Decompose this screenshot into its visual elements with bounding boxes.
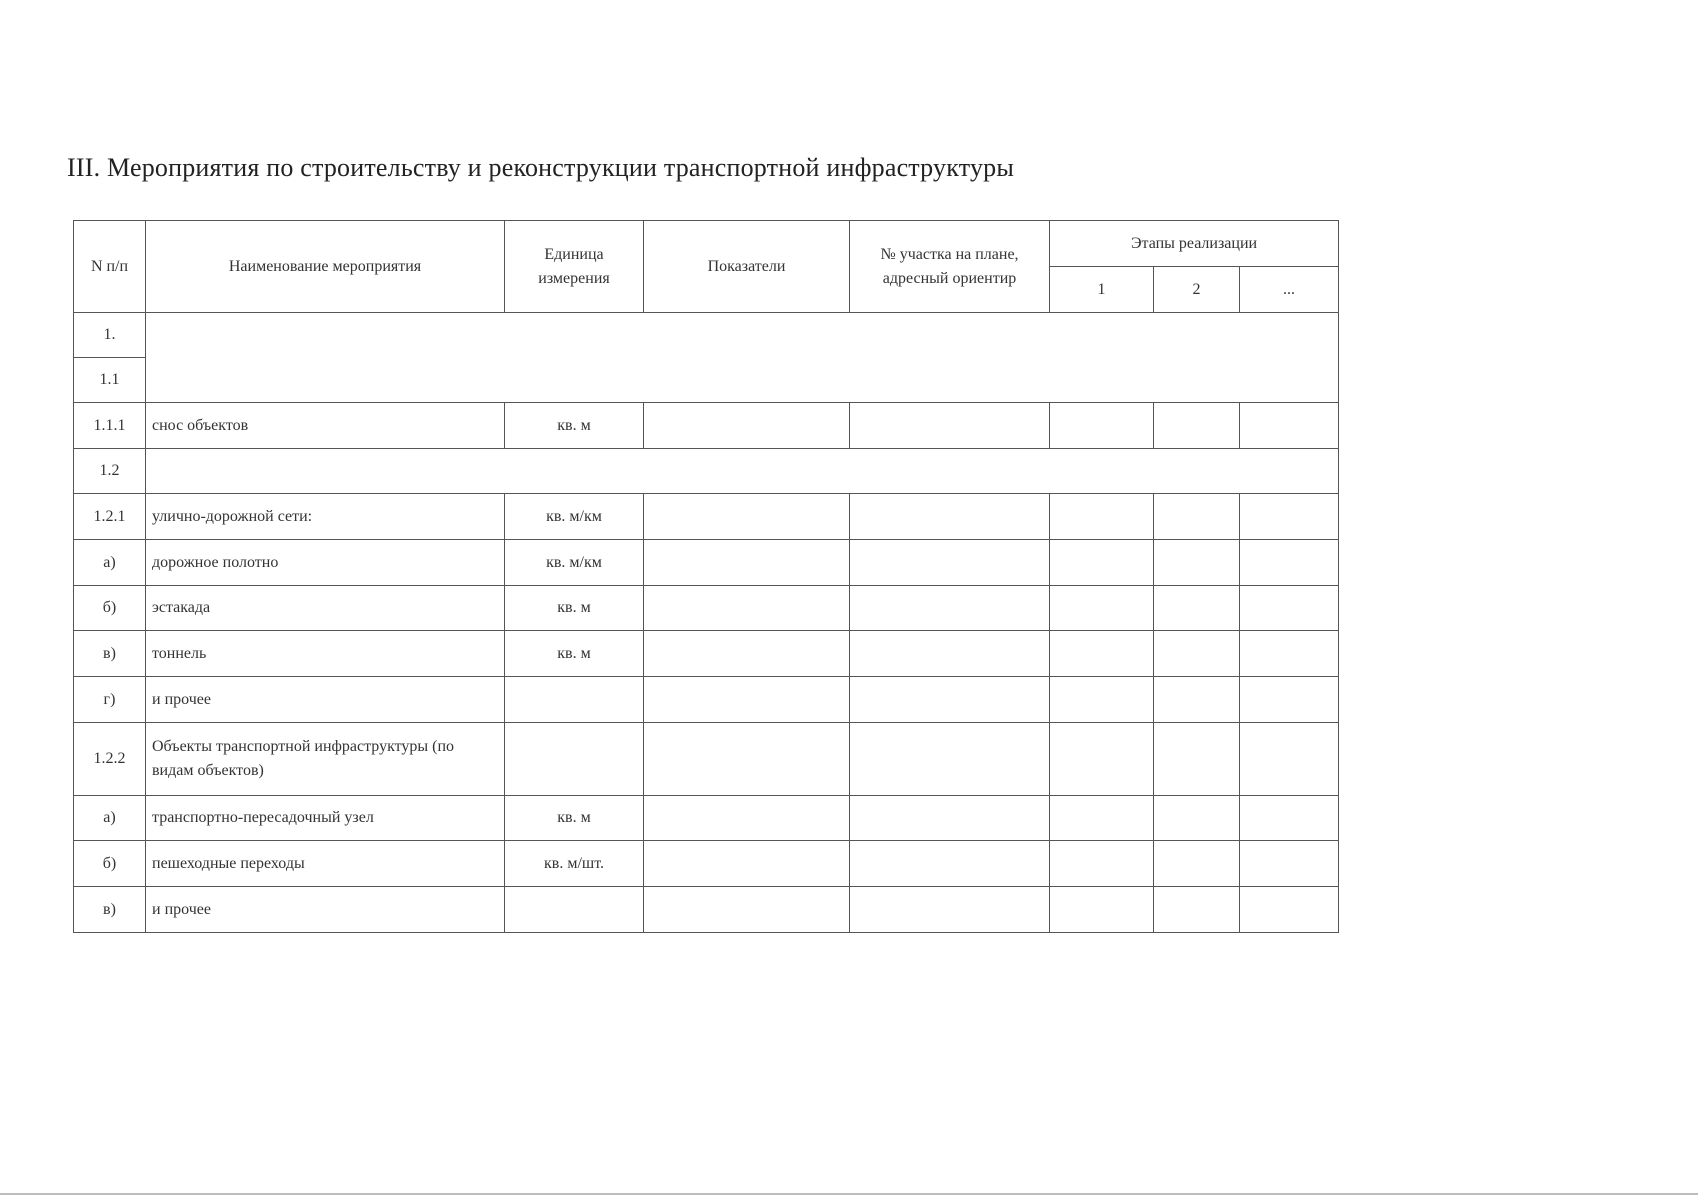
row-name: улично-дорожной сети: bbox=[146, 494, 505, 540]
row-name: дорожное полотно bbox=[146, 540, 505, 586]
row-indicators-cell bbox=[644, 841, 850, 887]
row-name: тоннель bbox=[146, 631, 505, 677]
row-stage-2-cell bbox=[1154, 796, 1240, 841]
header-stage-2: 2 bbox=[1154, 267, 1240, 313]
row-indicators-cell bbox=[644, 494, 850, 540]
row-num: б) bbox=[74, 586, 146, 631]
table-row bbox=[74, 586, 1339, 631]
row-stage-1-cell bbox=[1050, 540, 1154, 586]
row-plot-cell bbox=[850, 677, 1050, 723]
row-name: и прочее bbox=[146, 677, 505, 723]
header-unit: Единица измерения bbox=[505, 221, 644, 313]
row-num: 1.2.2 bbox=[74, 723, 146, 796]
header-name: Наименование мероприятия bbox=[146, 221, 505, 313]
section-span-cell bbox=[146, 358, 1339, 403]
table-row bbox=[74, 313, 1339, 358]
row-unit: кв. м bbox=[505, 631, 644, 677]
page-title: III. Мероприятия по строительству и реконструкции транспортной инфраструктуры bbox=[67, 153, 1015, 182]
section-span-cell bbox=[146, 313, 1339, 358]
row-num: б) bbox=[74, 841, 146, 887]
row-plot-cell bbox=[850, 403, 1050, 449]
header-num: N п/п bbox=[74, 221, 146, 313]
table-row bbox=[74, 403, 1339, 449]
row-stage-2-cell bbox=[1154, 841, 1240, 887]
row-name: эстакада bbox=[146, 586, 505, 631]
row-num: а) bbox=[74, 540, 146, 586]
row-stage-1-cell bbox=[1050, 631, 1154, 677]
table-row bbox=[74, 841, 1339, 887]
row-stage-more-cell bbox=[1240, 586, 1339, 631]
row-unit: кв. м/шт. bbox=[505, 841, 644, 887]
header-indicators: Показатели bbox=[644, 221, 850, 313]
table-row bbox=[74, 358, 1339, 403]
row-stage-1-cell bbox=[1050, 677, 1154, 723]
row-stage-2-cell bbox=[1154, 403, 1240, 449]
row-unit: кв. м bbox=[505, 403, 644, 449]
table-row bbox=[74, 540, 1339, 586]
row-num: а) bbox=[74, 796, 146, 841]
row-stage-1-cell bbox=[1050, 796, 1154, 841]
row-unit bbox=[505, 887, 644, 933]
row-stage-2-cell bbox=[1154, 677, 1240, 723]
table-row bbox=[74, 723, 1339, 796]
section-span-cell bbox=[146, 449, 1339, 494]
row-plot-cell bbox=[850, 887, 1050, 933]
row-stage-2-cell bbox=[1154, 494, 1240, 540]
row-num: 1.2.1 bbox=[74, 494, 146, 540]
row-stage-more-cell bbox=[1240, 677, 1339, 723]
row-unit: кв. м bbox=[505, 796, 644, 841]
row-stage-1-cell bbox=[1050, 723, 1154, 796]
row-name: пешеходные переходы bbox=[146, 841, 505, 887]
row-stage-more-cell bbox=[1240, 631, 1339, 677]
table-row bbox=[74, 449, 1339, 494]
row-stage-1-cell bbox=[1050, 841, 1154, 887]
row-plot-cell bbox=[850, 540, 1050, 586]
row-name: транспортно-пересадочный узел bbox=[146, 796, 505, 841]
row-name: и прочее bbox=[146, 887, 505, 933]
row-indicators-cell bbox=[644, 796, 850, 841]
row-stage-more-cell bbox=[1240, 540, 1339, 586]
row-unit bbox=[505, 677, 644, 723]
row-plot-cell bbox=[850, 841, 1050, 887]
row-stage-more-cell bbox=[1240, 403, 1339, 449]
row-plot-cell bbox=[850, 796, 1050, 841]
row-stage-1-cell bbox=[1050, 887, 1154, 933]
row-name: Объекты транспортной инфраструктуры (по видам объектов) bbox=[146, 723, 505, 796]
row-stage-2-cell bbox=[1154, 586, 1240, 631]
row-name: снос объектов bbox=[146, 403, 505, 449]
row-unit bbox=[505, 723, 644, 796]
row-indicators-cell bbox=[644, 887, 850, 933]
row-num: 1.1 bbox=[74, 358, 146, 403]
header-stage-more: ... bbox=[1240, 267, 1339, 313]
row-num: 1.2 bbox=[74, 449, 146, 494]
row-plot-cell bbox=[850, 723, 1050, 796]
table-row bbox=[74, 631, 1339, 677]
row-num: г) bbox=[74, 677, 146, 723]
row-num: в) bbox=[74, 631, 146, 677]
header-stages: Этапы реализации bbox=[1050, 221, 1339, 267]
table-row bbox=[74, 796, 1339, 841]
row-unit: кв. м bbox=[505, 586, 644, 631]
row-num: в) bbox=[74, 887, 146, 933]
row-indicators-cell bbox=[644, 631, 850, 677]
table-row bbox=[74, 887, 1339, 933]
page-bottom-edge bbox=[0, 1193, 1698, 1195]
row-plot-cell bbox=[850, 586, 1050, 631]
table-row bbox=[74, 677, 1339, 723]
row-stage-2-cell bbox=[1154, 723, 1240, 796]
table-row bbox=[74, 494, 1339, 540]
row-num: 1. bbox=[74, 313, 146, 358]
row-stage-more-cell bbox=[1240, 887, 1339, 933]
row-stage-more-cell bbox=[1240, 841, 1339, 887]
table-header bbox=[74, 221, 1339, 313]
row-stage-2-cell bbox=[1154, 887, 1240, 933]
row-stage-more-cell bbox=[1240, 796, 1339, 841]
row-stage-2-cell bbox=[1154, 631, 1240, 677]
row-indicators-cell bbox=[644, 723, 850, 796]
header-plot: № участка на плане, адресный ориентир bbox=[850, 221, 1050, 313]
row-unit: кв. м/км bbox=[505, 494, 644, 540]
row-indicators-cell bbox=[644, 677, 850, 723]
row-stage-more-cell bbox=[1240, 723, 1339, 796]
row-plot-cell bbox=[850, 631, 1050, 677]
row-plot-cell bbox=[850, 494, 1050, 540]
measures-table bbox=[73, 220, 1339, 933]
row-stage-1-cell bbox=[1050, 586, 1154, 631]
row-indicators-cell bbox=[644, 586, 850, 631]
header-stage-1: 1 bbox=[1050, 267, 1154, 313]
row-stage-1-cell bbox=[1050, 403, 1154, 449]
row-indicators-cell bbox=[644, 540, 850, 586]
row-stage-1-cell bbox=[1050, 494, 1154, 540]
row-num: 1.1.1 bbox=[74, 403, 146, 449]
row-stage-more-cell bbox=[1240, 494, 1339, 540]
row-unit: кв. м/км bbox=[505, 540, 644, 586]
row-stage-2-cell bbox=[1154, 540, 1240, 586]
row-indicators-cell bbox=[644, 403, 850, 449]
